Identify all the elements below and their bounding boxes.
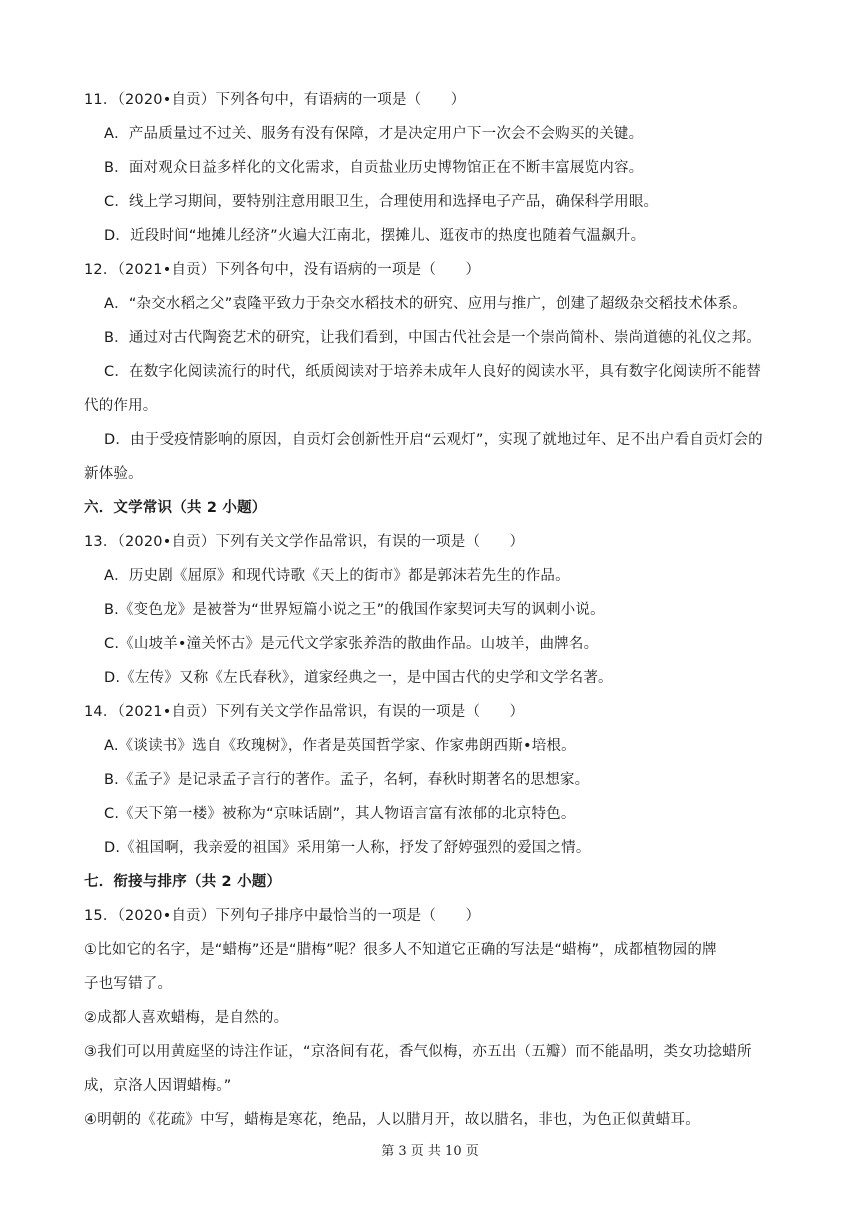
question-11-option-b: B．面对观众日益多样化的文化需求，自贡盐业历史博物馆正在不断丰富展览内容。: [104, 160, 644, 176]
section-heading-ordering: 七．衔接与排序（共 2 小题）: [84, 874, 282, 890]
question-15-stem: 15．（2020•自贡）下列句子排序中最恰当的一项是（ ）: [84, 908, 481, 924]
question-14-option-a: A.《谈读书》选自《玫瑰树》，作者是英国哲学家、作家弗朗西斯•培根。: [104, 738, 576, 754]
question-14-stem: 14．（2021•自贡）下列有关文学作品常识，有误的一项是（ ）: [84, 704, 525, 720]
page-footer: 第 3 页 共 10 页: [381, 1144, 479, 1159]
question-12-stem: 12．（2021•自贡）下列各句中，没有语病的一项是（ ）: [84, 262, 481, 278]
question-12-option-c: C．在数字化阅读流行的时代，纸质阅读对于培养未成年人良好的阅读水平，具有数字化阅读所不能替: [104, 364, 762, 380]
question-11-option-c: C．线上学习期间，要特别注意用眼卫生，合理使用和选择电子产品，确保科学用眼。: [104, 194, 659, 210]
question-12-option-d-continued: 新体验。: [84, 466, 143, 482]
question-14-option-d: D.《祖国啊，我亲爱的祖国》采用第一人称，抒发了舒婷强烈的爱国之情。: [104, 840, 591, 856]
question-13-option-a: A．历史剧《屈原》和现代诗歌《天上的街市》都是郭沫若先生的作品。: [104, 568, 570, 584]
section-heading-literature: 六．文学常识（共 2 小题）: [84, 500, 267, 516]
question-11-option-d: D．近段时间“地摊儿经济”火遍大江南北，摆摊儿、逛夜市的热度也随着气温飙升。: [104, 228, 646, 244]
question-12-option-c-continued: 代的作用。: [84, 398, 158, 414]
question-15-sentence-3-continued: 成，京洛人因谓蜡梅。”: [84, 1078, 232, 1094]
question-11-option-a: A．产品质量过不过关、服务有没有保障，才是决定用户下一次会不会购买的关键。: [104, 126, 644, 142]
question-15-sentence-3: ③我们可以用黄庭坚的诗注作证，“京洛间有花，香气似梅，亦五出（五瓣）而不能晶明，类女功捻蜡所: [84, 1044, 752, 1060]
question-12-option-b: B．通过对古代陶瓷艺术的研究，让我们看到，中国古代社会是一个崇尚简朴、崇尚道德的礼仪之邦。: [104, 330, 761, 346]
question-13-option-d: D.《左传》又称《左氏春秋》，道家经典之一，是中国古代的史学和文学名著。: [104, 670, 613, 686]
question-11-stem: 11．（2020•自贡）下列各句中，有语病的一项是（ ）: [84, 92, 466, 108]
question-15-sentence-1-continued: 子也写错了。: [84, 976, 173, 992]
question-15-sentence-2: ②成都人喜欢蜡梅，是自然的。: [84, 1010, 289, 1026]
question-13-stem: 13．（2020•自贡）下列有关文学作品常识，有误的一项是（ ）: [84, 534, 525, 550]
question-14-option-c: C.《天下第一楼》被称为“京味话剧”，其人物语言富有浓郁的北京特色。: [104, 806, 576, 822]
question-12-option-a: A．“杂交水稻之父”袁隆平致力于杂交水稻技术的研究、应用与推广，创建了超级杂交稻技术体系。: [104, 296, 747, 312]
question-15-sentence-4: ④明朝的《花疏》中写，蜡梅是寒花，绝品，人以腊月开，故以腊名，非也，为色正似黄蜡耳。: [84, 1112, 700, 1128]
question-15-sentence-1: ①比如它的名字，是“蜡梅”还是“腊梅”呢？很多人不知道它正确的写法是“蜡梅”，成都植物园的牌: [84, 942, 717, 958]
question-13-option-c: C.《山坡羊•潼关怀古》是元代文学家张养浩的散曲作品。山坡羊，曲牌名。: [104, 636, 599, 652]
question-13-option-b: B.《变色龙》是被誉为“世界短篇小说之王”的俄国作家契诃夫写的讽刺小说。: [104, 602, 605, 618]
question-14-option-b: B.《孟子》是记录孟子言行的著作。孟子，名轲，春秋时期著名的思想家。: [104, 772, 590, 788]
question-12-option-d: D．由于受疫情影响的原因，自贡灯会创新性开启“云观灯”，实现了就地过年、足不出户看自贡灯会的: [104, 432, 763, 448]
